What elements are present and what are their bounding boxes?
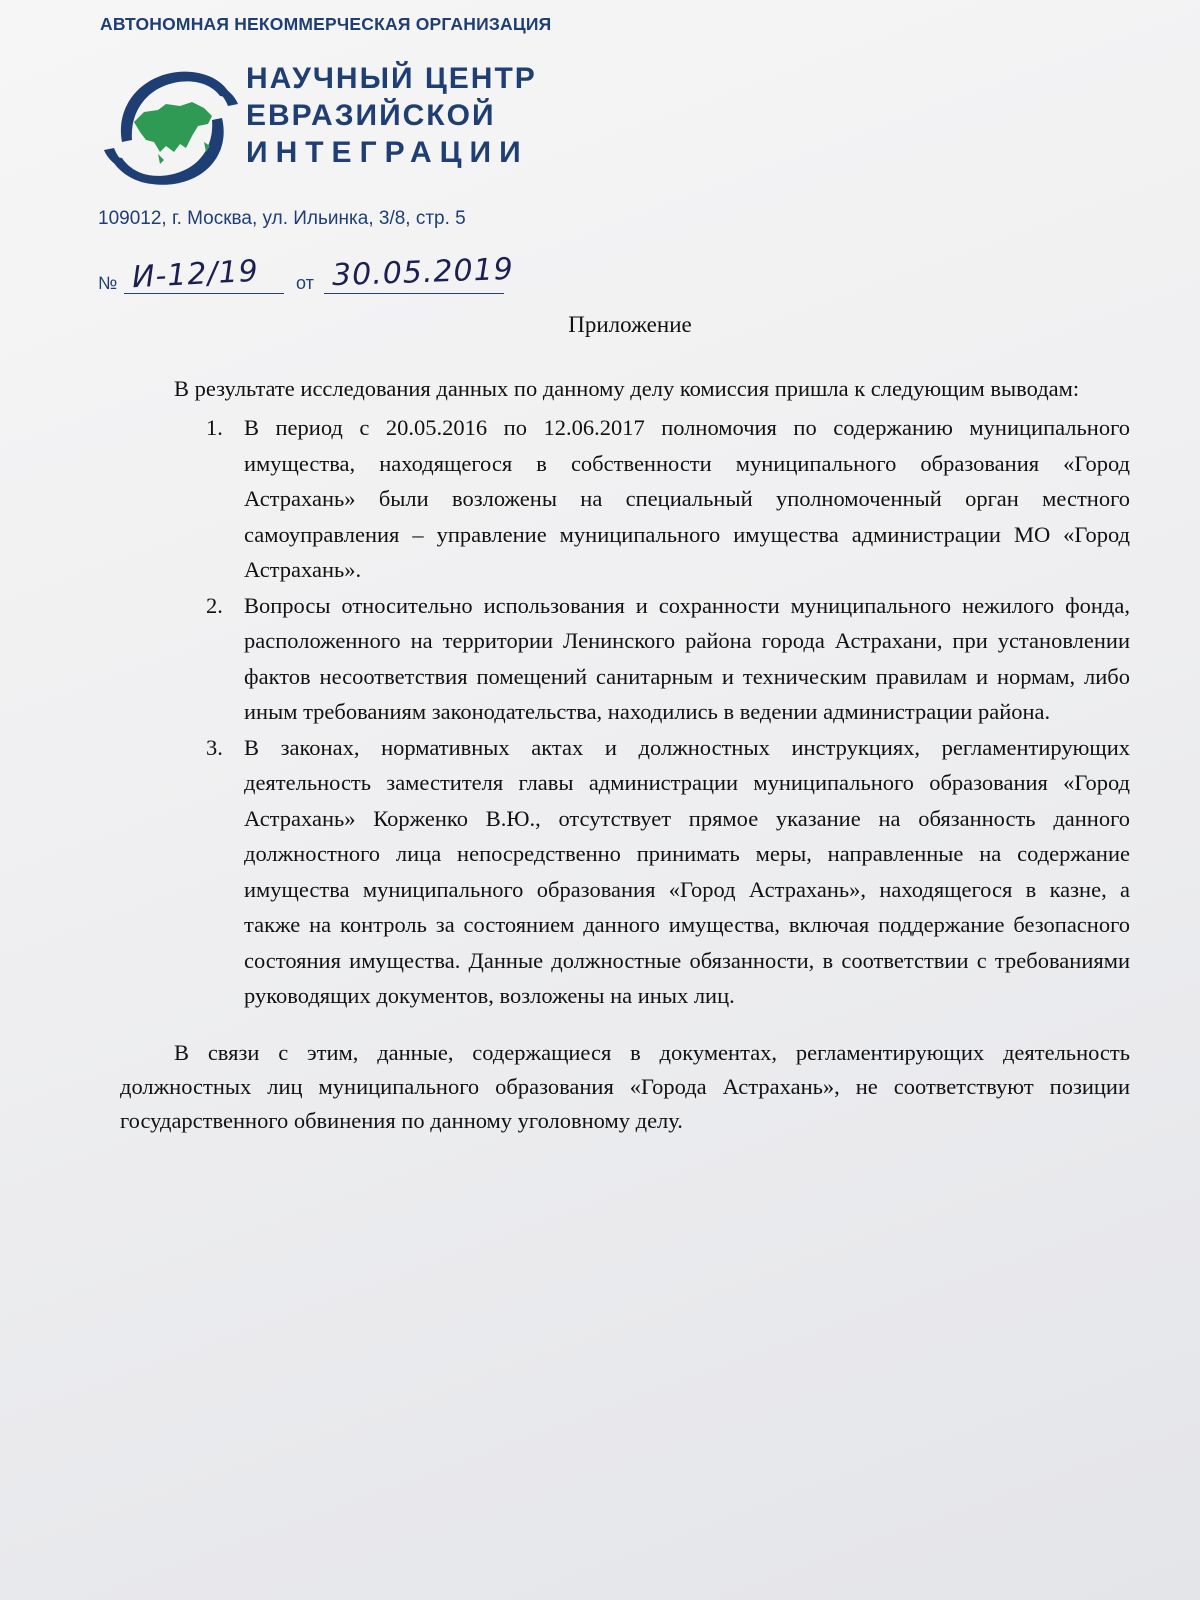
finding-number: 2. [206, 592, 223, 618]
date-underline [324, 293, 504, 294]
document-body [120, 372, 1130, 1138]
logo-line-2: ЕВРАЗИЙСКОЙ [246, 99, 496, 132]
finding-number: 1. [206, 415, 223, 440]
finding-item-1 [130, 410, 1130, 588]
finding-number: 3. [206, 734, 223, 760]
finding-item-3 [130, 730, 1130, 1014]
org-type-caption: АВТОНОМНАЯ НЕКОММЕРЧЕСКАЯ ОРГАНИЗАЦИЯ [100, 14, 552, 34]
finding-text: В законах, нормативных актах и должностных инструкциях, регламентирующих деятельность заместителя главы администрации муниципального образования «Город Астрахань» Корженко В.Ю., отсутствует прямое указание на обязанность данного должностного лица непосредственно принимать меры, направленные на содержание имущества муниципального образования «Город Астрахань», находящегося в казне, а также на контроль за состоянием данного имущества, включая поддержание безопасного состояния имущества. Данные должностные обязанности, в соответствии с требованиями руководящих документов, возложены на иных лиц. [244, 734, 1130, 1008]
handwritten-number: И-12/19 [131, 253, 260, 296]
conclusion-paragraph: В связи с этим, данные, содержащиеся в документах, регламентирующих деятельность должностных лиц муниципального образования «Города Астрахань», не соответствуют позиции государственного обвинения по данному уголовному делу. [120, 1039, 1130, 1133]
finding-text: Вопросы относительно использования и сохранности муниципального нежилого фонда, расположенного на территории Ленинского района города Астрахани, при установлении фактов несоответствия помещений санитарным и техническим правилам и нормам, либо иным требованиям законодательства, находились в ведении администрации района. [244, 592, 1130, 724]
intro-paragraph: В результате исследования данных по данному делу комиссия пришла к следующим выводам: [174, 376, 1080, 401]
handwritten-date: 30.05.2019 [331, 251, 515, 294]
finding-text: В период с 20.05.2016 по 12.06.2017 полномочия по содержанию муниципального имущества, находящегося в собственности муниципального образования «Город Астрахань» были возложены на специальный уполномоченный орган местного самоуправления – управление муниципального имущества администрации МО «Город Астрахань». [244, 415, 1130, 582]
finding-item-2 [130, 588, 1130, 730]
number-label: № [98, 273, 118, 293]
date-label: от [296, 273, 314, 293]
org-name-logo [246, 60, 537, 171]
logo-line-3: ИНТЕГРАЦИИ [246, 136, 529, 169]
findings-list [130, 410, 1130, 1014]
org-address: 109012, г. Москва, ул. Ильинка, 3/8, стр. 5 [98, 208, 466, 229]
document-title: Приложение [568, 312, 692, 337]
logo-line-1: НАУЧНЫЙ ЦЕНТР [246, 62, 537, 95]
eurasia-hands-logo-icon [100, 56, 242, 198]
